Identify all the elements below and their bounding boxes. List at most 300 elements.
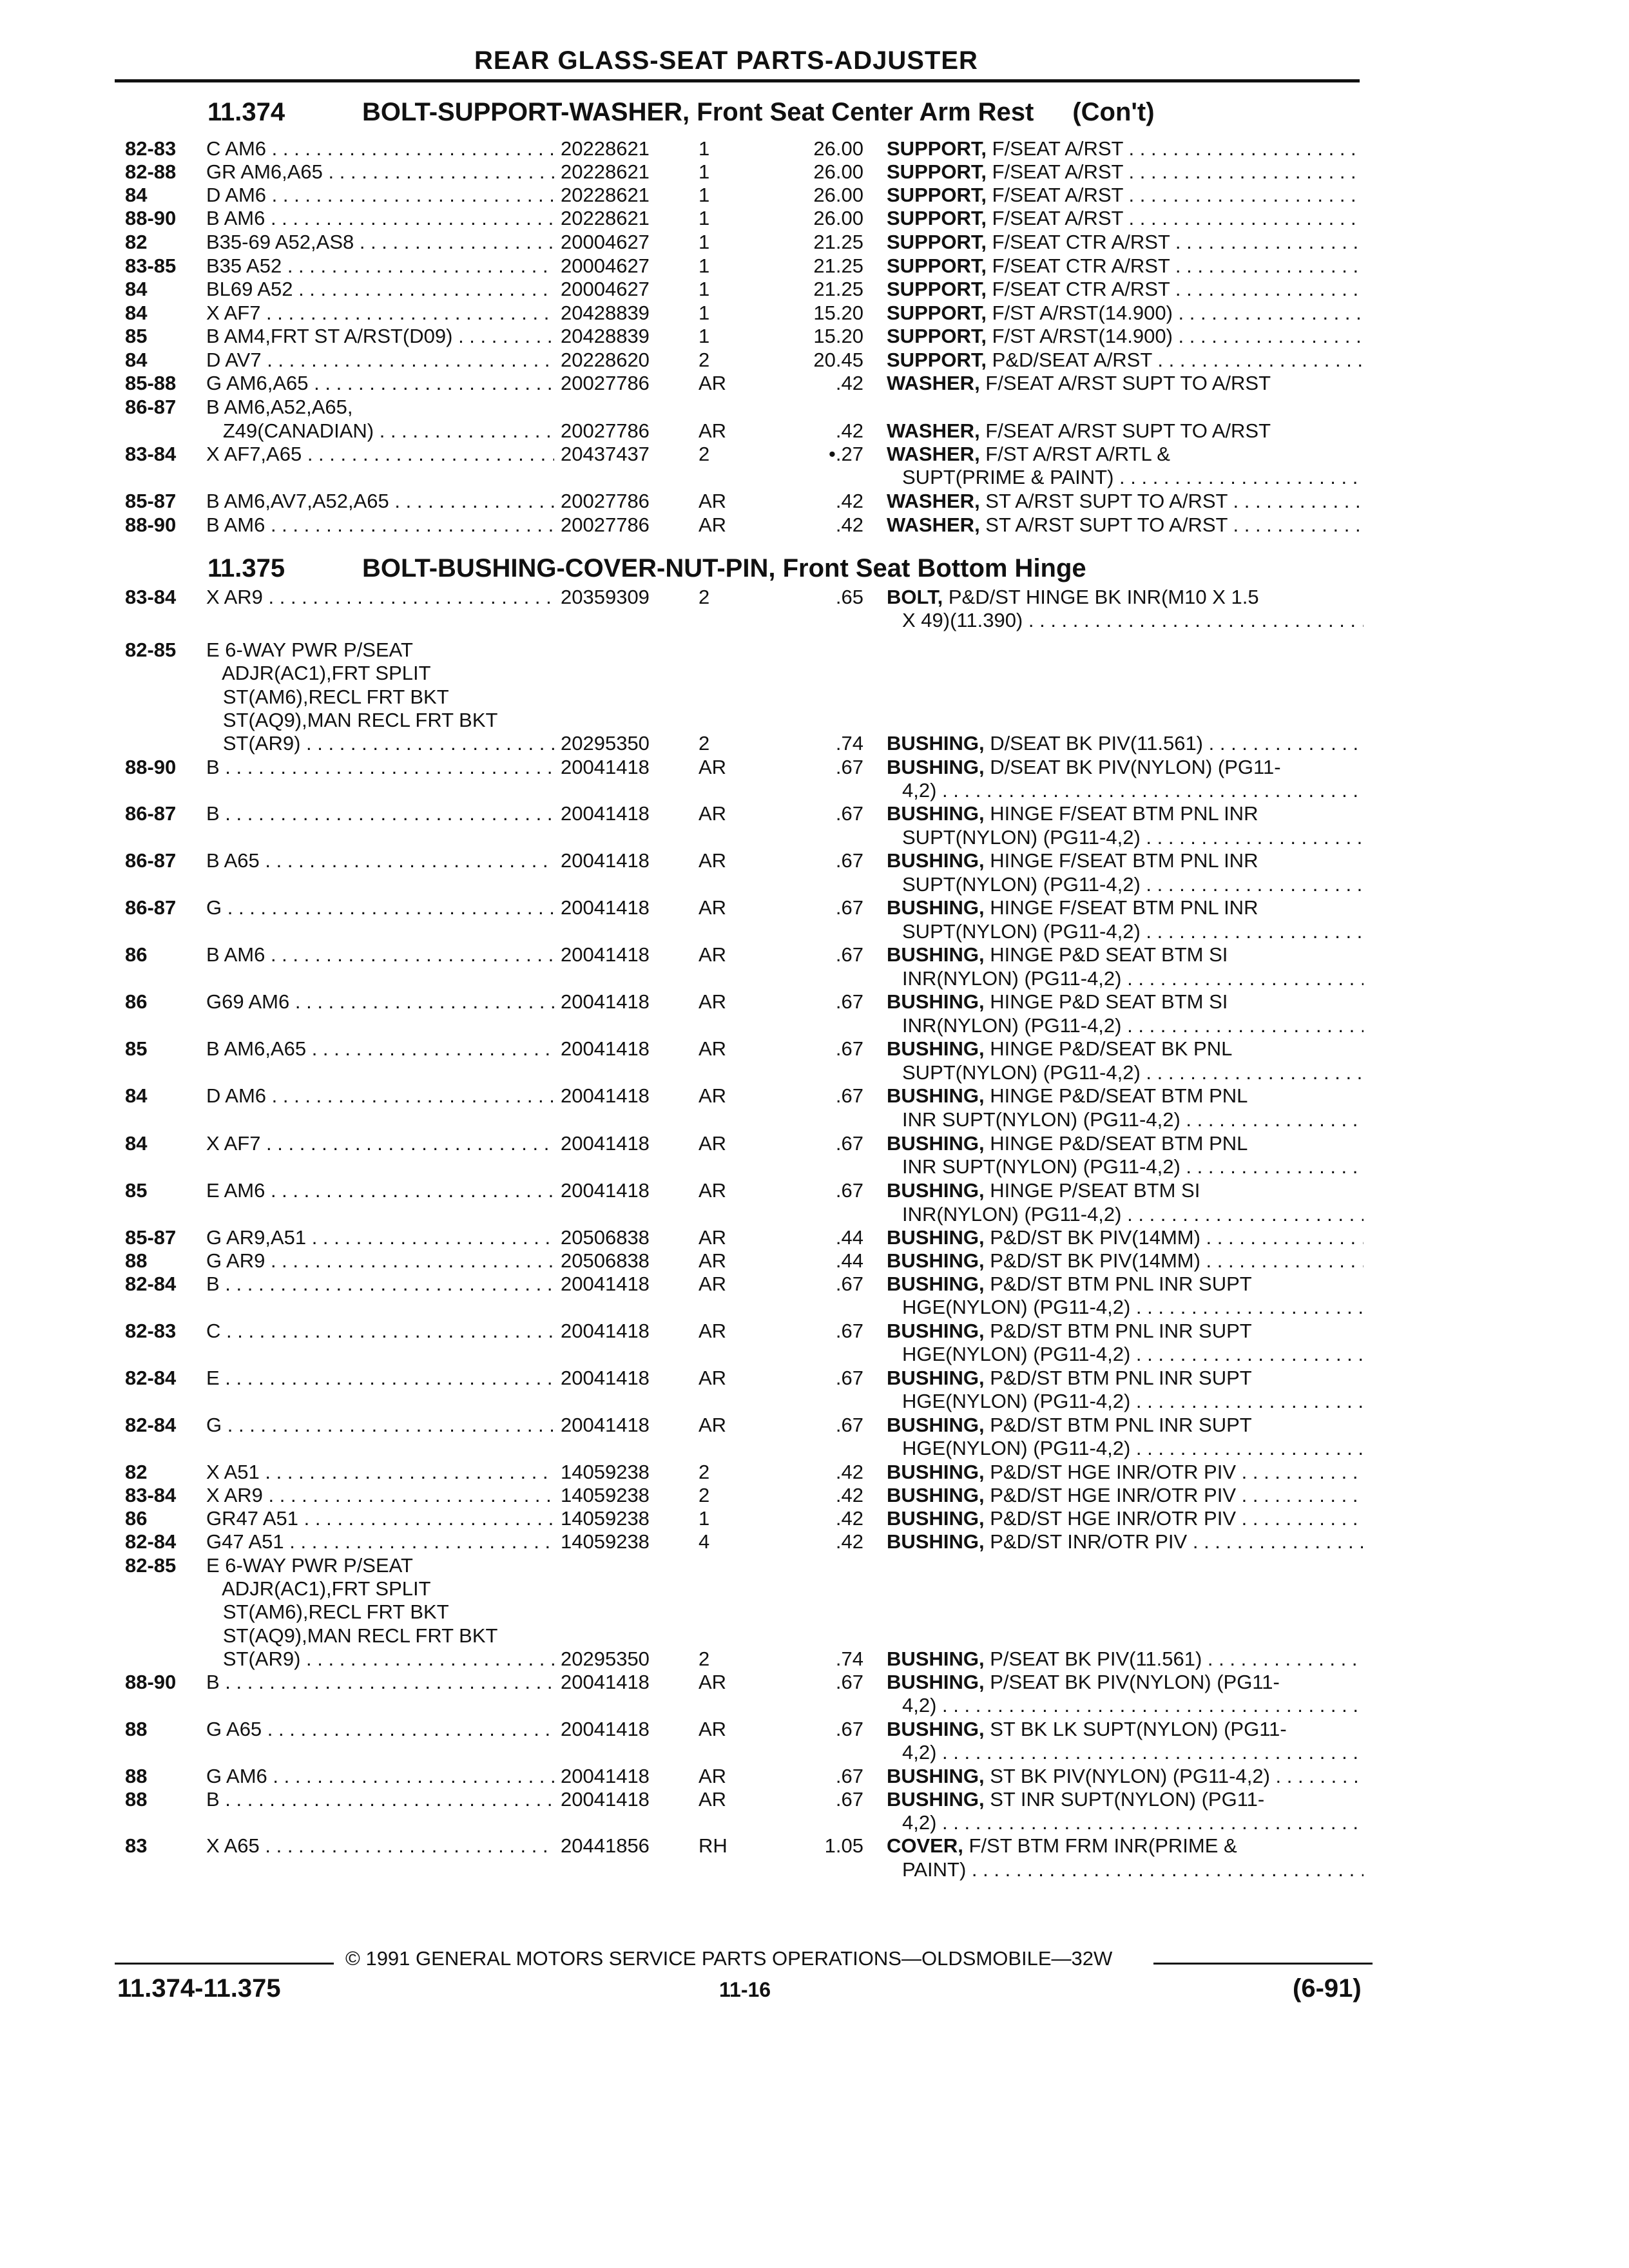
part-name-keyword: BUSHING, (887, 1179, 985, 1202)
model-years: 84 (125, 184, 148, 206)
part-name-detail: HINGE P&D/SEAT BTM PNL (984, 1084, 1248, 1107)
part-name (902, 465, 1364, 489)
part-name-detail: F/ST A/RST(14.900) (987, 302, 1173, 324)
price: .42 (835, 1507, 863, 1530)
part-name-detail: 4,2) (902, 779, 937, 802)
quantity: 1 (699, 302, 710, 324)
part-number: 20041418 (561, 1671, 650, 1693)
model-description: X A65 . . . (206, 1834, 554, 1858)
part-name-detail: P&D/ST BK PIV(14MM) (984, 1226, 1200, 1249)
part-name-detail: F/SEAT CTR A/RST (987, 278, 1170, 300)
part-name-detail: ST A/RST SUPT TO A/RST (979, 490, 1228, 512)
part-name-detail: P&D/ST BTM PNL INR SUPT (984, 1414, 1252, 1436)
part-name-detail: HINGE P/SEAT BTM SI (984, 1179, 1200, 1202)
model-description: D AM6 . . . (206, 183, 554, 207)
table-row (0, 685, 1629, 711)
part-name-detail: HINGE F/SEAT BTM PNL INR (984, 849, 1258, 872)
model-description: C AM6 . . . (206, 137, 554, 160)
price: 26.00 (813, 137, 863, 160)
model-years: 82-85 (125, 1554, 177, 1577)
table-row (0, 513, 1629, 539)
quantity: AR (699, 990, 727, 1013)
part-name-keyword: SUPPORT, (887, 160, 987, 183)
price: .67 (835, 1037, 863, 1060)
model-description: ST(AM6),RECL FRT BKT (206, 1600, 449, 1623)
part-name (887, 1647, 1364, 1671)
quantity: AR (699, 419, 727, 442)
table-row (0, 1155, 1629, 1180)
section-title: BOLT-BUSHING-COVER-NUT-PIN, Front Seat Bottom Hinge (362, 554, 1086, 582)
model-description: E 6-WAY PWR P/SEAT (206, 639, 413, 661)
part-name (887, 1670, 1364, 1694)
part-number: 20428839 (561, 302, 650, 324)
price: .67 (835, 1671, 863, 1693)
quantity: 2 (699, 1484, 710, 1506)
model-years: 84 (125, 1132, 148, 1155)
quantity: AR (699, 802, 727, 825)
price: .65 (835, 586, 863, 608)
part-name-detail: F/SEAT A/RST (987, 184, 1123, 206)
price: .74 (835, 1648, 863, 1670)
model-years: 83-84 (125, 443, 177, 465)
table-row (0, 1272, 1629, 1298)
part-name-detail: SUPT(NYLON) (PG11-4,2) (902, 826, 1141, 849)
footer-rule-left (115, 1963, 334, 1965)
part-name-keyword: WASHER, (887, 372, 980, 394)
part-name-detail: INR SUPT(NYLON) (PG11-4,2) (902, 1155, 1181, 1178)
part-number: 20027786 (561, 490, 650, 512)
price: 21.25 (813, 255, 863, 277)
model-description: ADJR(AC1),FRT SPLIT (206, 662, 431, 684)
model-years: 82-88 (125, 160, 177, 183)
part-name-keyword: BUSHING, (887, 1320, 985, 1342)
model-years: 82 (125, 231, 148, 253)
model-description: X AR9 . . . (206, 585, 554, 609)
part-name-keyword: BUSHING, (887, 1530, 985, 1553)
part-name (887, 802, 1364, 825)
model-years: 86 (125, 943, 148, 966)
part-name-detail: D/SEAT BK PIV(NYLON) (PG11- (984, 756, 1281, 778)
footer-page-number: 11-16 (719, 1978, 771, 2001)
part-name-keyword: SUPPORT, (887, 207, 987, 229)
part-name (887, 254, 1364, 278)
table-row (0, 1389, 1629, 1415)
model-description: B . . . (206, 1787, 554, 1811)
model-years: 88 (125, 1718, 148, 1740)
part-name (887, 1483, 1364, 1507)
part-name (902, 1155, 1364, 1178)
part-name (887, 442, 1364, 466)
quantity: AR (699, 1718, 727, 1740)
part-name-keyword: BOLT, (887, 586, 943, 608)
model-years: 82 (125, 1461, 148, 1483)
part-name (887, 755, 1364, 779)
part-name (887, 1787, 1364, 1811)
table-row (0, 1506, 1629, 1532)
part-name (887, 1530, 1364, 1553)
model-years: 83-84 (125, 1484, 177, 1506)
table-row (0, 1530, 1629, 1555)
part-number: 20428839 (561, 325, 650, 347)
part-name-keyword: BUSHING, (887, 1226, 985, 1249)
part-number: 20506838 (561, 1226, 650, 1249)
table-row (0, 731, 1629, 757)
table-row (0, 1693, 1629, 1719)
part-name-detail: 4,2) (902, 1811, 937, 1834)
part-name (902, 825, 1364, 849)
part-name-keyword: BUSHING, (887, 1507, 985, 1530)
model-years: 82-84 (125, 1273, 177, 1295)
model-years: 85-87 (125, 1226, 177, 1249)
quantity: AR (699, 1037, 727, 1060)
model-years: 82-83 (125, 137, 177, 160)
part-name (902, 1202, 1364, 1226)
part-name-detail: F/SEAT A/RST (987, 207, 1123, 229)
table-row (0, 1178, 1629, 1204)
part-number: 20041418 (561, 1718, 650, 1740)
table-row (0, 872, 1629, 898)
part-name-detail: INR(NYLON) (PG11-4,2) (902, 1203, 1122, 1225)
part-name (887, 371, 1364, 395)
price: .67 (835, 849, 863, 872)
part-name-keyword: SUPPORT, (887, 302, 987, 324)
part-name-detail: F/SEAT CTR A/RST (987, 255, 1170, 277)
model-years: 85 (125, 1037, 148, 1060)
model-years: 88-90 (125, 514, 177, 536)
part-name-detail: P/SEAT BK PIV(NYLON) (PG11- (984, 1671, 1280, 1693)
table-row (0, 324, 1629, 350)
part-name-keyword: BUSHING, (887, 990, 985, 1013)
section-continued: (Con't) (1072, 98, 1155, 126)
model-years: 88-90 (125, 207, 177, 229)
part-name-detail: SUPT(NYLON) (PG11-4,2) (902, 920, 1141, 943)
model-description: B AM6 . . . (206, 206, 554, 230)
part-name (887, 1413, 1364, 1437)
part-number: 20027786 (561, 372, 650, 394)
table-row (0, 254, 1629, 280)
table-row (0, 661, 1629, 687)
quantity: AR (699, 1367, 727, 1389)
part-name-detail: ST BK LK SUPT(NYLON) (PG11- (984, 1718, 1287, 1740)
table-row (0, 1225, 1629, 1251)
price: .42 (835, 1461, 863, 1483)
model-description: B AM4,FRT ST A/RST(D09) . . . (206, 324, 554, 348)
part-name (887, 230, 1364, 254)
price: 15.20 (813, 302, 863, 324)
part-name-keyword: BUSHING, (887, 943, 985, 966)
part-name-detail: ST INR SUPT(NYLON) (PG11- (984, 1788, 1265, 1811)
model-description: X AF7 . . . (206, 1131, 554, 1155)
part-name-detail: F/SEAT A/RST (987, 160, 1123, 183)
table-row (0, 1319, 1629, 1345)
quantity: AR (699, 1788, 727, 1811)
part-number: 20041418 (561, 1367, 650, 1389)
part-name (887, 1717, 1364, 1741)
model-description: ST(AM6),RECL FRT BKT (206, 686, 449, 708)
table-row (0, 1413, 1629, 1439)
part-name (887, 277, 1364, 301)
part-name-detail: HGE(NYLON) (PG11-4,2) (902, 1343, 1131, 1365)
price: .67 (835, 1414, 863, 1436)
part-number: 20228621 (561, 207, 650, 229)
part-name (887, 896, 1364, 919)
part-name-keyword: SUPPORT, (887, 278, 987, 300)
part-name-detail: HINGE P&D/SEAT BK PNL (984, 1037, 1233, 1060)
part-name-detail: P&D/SEAT A/RST (987, 349, 1152, 371)
table-row (0, 708, 1629, 734)
quantity: 1 (699, 184, 710, 206)
quantity: 1 (699, 278, 710, 300)
part-name (887, 348, 1364, 372)
model-description: D AM6 . . . (206, 1084, 554, 1108)
model-years: 85-87 (125, 490, 177, 512)
model-years: 88 (125, 1249, 148, 1272)
model-years: 85-88 (125, 372, 177, 394)
quantity: AR (699, 896, 727, 919)
part-name-detail: P&D/ST HGE INR/OTR PIV (984, 1507, 1237, 1530)
part-name (887, 1131, 1364, 1155)
table-row (0, 1483, 1629, 1509)
section-number: 11.374 (207, 98, 285, 126)
quantity: 1 (699, 255, 710, 277)
table-row (0, 1131, 1629, 1157)
part-name-detail: P&D/ST BK PIV(14MM) (984, 1249, 1200, 1272)
quantity: AR (699, 514, 727, 536)
part-name-detail: ST A/RST SUPT TO A/RST (979, 514, 1228, 536)
table-row (0, 1647, 1629, 1673)
table-row (0, 849, 1629, 874)
part-number: 20041418 (561, 1788, 650, 1811)
model-description: G AR9,A51 . . . (206, 1225, 554, 1249)
quantity: AR (699, 1414, 727, 1436)
part-name-detail: HGE(NYLON) (PG11-4,2) (902, 1437, 1131, 1459)
model-description: D AV7 . . . (206, 348, 554, 372)
price: .42 (835, 372, 863, 394)
part-name-detail: P/SEAT BK PIV(11.561) (984, 1648, 1202, 1670)
part-name-keyword: BUSHING, (887, 1414, 985, 1436)
part-name-keyword: BUSHING, (887, 802, 985, 825)
part-name-detail: INR(NYLON) (PG11-4,2) (902, 967, 1122, 990)
table-row (0, 638, 1629, 664)
table-row (0, 1717, 1629, 1743)
part-name-detail: D/SEAT BK PIV(11.561) (984, 732, 1204, 754)
table-row (0, 1202, 1629, 1228)
part-name (902, 1740, 1364, 1764)
quantity: AR (699, 1249, 727, 1272)
table-row (0, 277, 1629, 303)
table-row (0, 755, 1629, 781)
section-number: 11.375 (207, 554, 285, 582)
quantity: AR (699, 1671, 727, 1693)
part-name-detail: F/SEAT A/RST (987, 137, 1123, 160)
part-number: 20041418 (561, 802, 650, 825)
price: .67 (835, 1765, 863, 1787)
quantity: AR (699, 1320, 727, 1342)
price: 15.20 (813, 325, 863, 347)
part-name-detail: P&D/ST HGE INR/OTR PIV (984, 1484, 1237, 1506)
part-name (902, 1014, 1364, 1037)
part-name (902, 1108, 1364, 1131)
price: .42 (835, 490, 863, 512)
price: .44 (835, 1249, 863, 1272)
model-years: 82-84 (125, 1414, 177, 1436)
model-description: B AM6 . . . (206, 943, 554, 966)
part-name-detail: HINGE P&D SEAT BTM SI (984, 990, 1228, 1013)
model-description: B . . . (206, 802, 554, 825)
price: .67 (835, 990, 863, 1013)
part-name-keyword: BUSHING, (887, 1367, 985, 1389)
model-years: 82-85 (125, 639, 177, 661)
part-name-keyword: BUSHING, (887, 1037, 985, 1060)
price: .42 (835, 1484, 863, 1506)
model-years: 88 (125, 1765, 148, 1787)
part-name-keyword: SUPPORT, (887, 325, 987, 347)
part-name (887, 1225, 1364, 1249)
part-name-keyword: BUSHING, (887, 1671, 985, 1693)
table-row (0, 1366, 1629, 1392)
model-years: 88 (125, 1788, 148, 1811)
part-name (902, 1693, 1364, 1717)
part-name-detail: P&D/ST BTM PNL INR SUPT (984, 1367, 1252, 1389)
part-name-detail: HGE(NYLON) (PG11-4,2) (902, 1296, 1131, 1318)
part-number: 14059238 (561, 1461, 650, 1483)
part-name-keyword: BUSHING, (887, 1461, 985, 1483)
model-description: G . . . (206, 1413, 554, 1437)
table-row (0, 1600, 1629, 1626)
model-years: 85 (125, 325, 148, 347)
quantity: 2 (699, 1461, 710, 1483)
quantity: 2 (699, 443, 710, 465)
table-row (0, 1342, 1629, 1368)
quantity: AR (699, 372, 727, 394)
quantity: AR (699, 1273, 727, 1295)
model-description: B35 A52 . . . (206, 254, 554, 278)
part-number: 20506838 (561, 1249, 650, 1272)
model-description: X AR9 . . . (206, 1483, 554, 1507)
part-number: 20228620 (561, 349, 650, 371)
quantity: AR (699, 756, 727, 778)
model-description: BL69 A52 . . . (206, 277, 554, 301)
part-name (902, 1811, 1364, 1834)
table-row (0, 778, 1629, 804)
price: .67 (835, 1788, 863, 1811)
footer-date: (6-91) (1293, 1974, 1362, 2003)
page-title: REAR GLASS-SEAT PARTS-ADJUSTER (474, 46, 978, 75)
price: .67 (835, 802, 863, 825)
quantity: 1 (699, 160, 710, 183)
part-number: 14059238 (561, 1507, 650, 1530)
model-description: ST(AR9) . . . (206, 1647, 554, 1671)
price: .67 (835, 1132, 863, 1155)
model-description: X A51 . . . (206, 1460, 554, 1484)
part-name (902, 1061, 1364, 1084)
part-name-keyword: BUSHING, (887, 1788, 985, 1811)
price: 21.25 (813, 278, 863, 300)
part-number: 20041418 (561, 990, 650, 1013)
part-name-detail: F/ST A/RST(14.900) (987, 325, 1173, 347)
part-number: 20295350 (561, 732, 650, 754)
price: .67 (835, 1084, 863, 1107)
part-name (887, 1084, 1364, 1108)
model-years: 83-84 (125, 586, 177, 608)
price: 1.05 (824, 1834, 863, 1857)
part-name-keyword: SUPPORT, (887, 184, 987, 206)
price: .67 (835, 756, 863, 778)
table-row (0, 919, 1629, 945)
table-row (0, 585, 1629, 611)
quantity: AR (699, 1132, 727, 1155)
quantity: 1 (699, 207, 710, 229)
part-name (887, 1178, 1364, 1202)
part-number: 20041418 (561, 1037, 650, 1060)
quantity: AR (699, 1226, 727, 1249)
model-years: 88-90 (125, 1671, 177, 1693)
model-description: ADJR(AC1),FRT SPLIT (206, 1577, 431, 1600)
part-name-detail: ST BK PIV(NYLON) (PG11-4,2) (984, 1765, 1270, 1787)
table-row (0, 1787, 1629, 1813)
model-description: B35-69 A52,AS8 . . . (206, 230, 554, 254)
part-name (887, 731, 1364, 755)
part-name-detail: P&D/ST INR/OTR PIV (984, 1530, 1188, 1553)
table-row (0, 943, 1629, 968)
part-number: 20228621 (561, 160, 650, 183)
price: .42 (835, 419, 863, 442)
model-years: 84 (125, 302, 148, 324)
part-name-detail: 4,2) (902, 1694, 937, 1716)
table-row (0, 1764, 1629, 1790)
part-number: 20359309 (561, 586, 650, 608)
model-description: ST(AR9) . . . (206, 731, 554, 755)
part-name-keyword: BUSHING, (887, 1273, 985, 1295)
quantity: 2 (699, 586, 710, 608)
part-number: 20041418 (561, 1084, 650, 1107)
part-name (887, 513, 1364, 537)
model-description: C . . . (206, 1319, 554, 1343)
price: .67 (835, 1273, 863, 1295)
part-name (887, 419, 1364, 443)
price: .67 (835, 1320, 863, 1342)
part-name-keyword: COVER, (887, 1834, 963, 1857)
part-name (902, 919, 1364, 943)
quantity: AR (699, 490, 727, 512)
part-number: 20228621 (561, 184, 650, 206)
table-row (0, 1553, 1629, 1579)
part-name-detail: F/SEAT A/RST SUPT TO A/RST (979, 372, 1271, 394)
quantity: AR (699, 1765, 727, 1787)
part-number: 20041418 (561, 1179, 650, 1202)
part-number: 14059238 (561, 1530, 650, 1553)
price: •.27 (829, 443, 863, 465)
model-description: B AM6,AV7,A52,A65 . . . (206, 489, 554, 513)
part-number: 20041418 (561, 1320, 650, 1342)
model-description: B . . . (206, 755, 554, 779)
quantity: AR (699, 943, 727, 966)
part-number: 20041418 (561, 1765, 650, 1787)
part-name-detail: PAINT) (902, 1858, 967, 1881)
part-name-detail: F/SEAT A/RST SUPT TO A/RST (979, 419, 1271, 442)
price: .74 (835, 732, 863, 754)
part-number: 20041418 (561, 1132, 650, 1155)
part-name (902, 966, 1364, 990)
model-description: B . . . (206, 1670, 554, 1694)
price: 26.00 (813, 207, 863, 229)
part-number: 20004627 (561, 231, 650, 253)
part-name (887, 301, 1364, 325)
table-row (0, 1037, 1629, 1062)
table-row (0, 1295, 1629, 1321)
model-description: GR AM6,A65 . . . (206, 160, 554, 184)
quantity: AR (699, 1179, 727, 1202)
